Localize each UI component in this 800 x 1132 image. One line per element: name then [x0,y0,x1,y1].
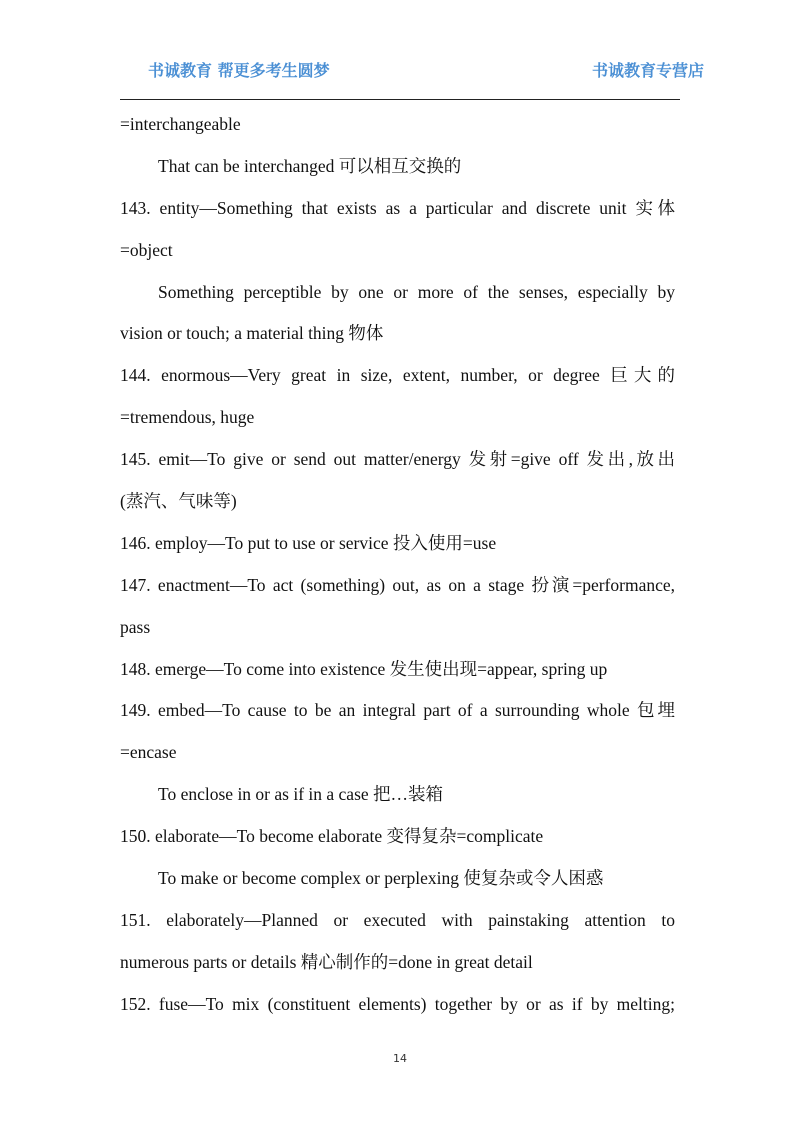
header-left-text: 书诚教育 帮更多考生圆梦 [148,61,330,80]
text-line: To make or become complex or perplexing 使复杂或令人困惑 [158,868,604,889]
text-line: 152. fuse—To mix (constituent elements) together by or as if by melting; [120,993,675,1014]
text-line: That can be interchanged 可以相互交换的 [158,155,462,176]
header-rule [120,99,680,100]
text-line: pass [120,616,151,637]
text-line: =interchangeable [120,114,241,134]
text-line: (蒸汽、气味等) [120,491,237,512]
header-right-text: 书诚教育专营店 [591,61,704,80]
page-number: 14 [393,1052,407,1065]
text-line: =encase [120,742,177,763]
text-line: To enclose in or as if in a case 把…装箱 [158,784,444,805]
text-line: numerous parts or details 精心制作的=done in great detail [120,951,533,972]
text-line: =object [120,239,173,260]
text-line: 149. embed—To cause to be an integral part of a surrounding whole 包埋 [120,700,675,721]
text-line: 151. elaborately—Planned or executed with painstaking attention to [120,909,675,930]
text-line: 148. emerge—To come into existence 发生使出现=appear, spring up [120,658,608,679]
text-line: Something perceptible by one or more of the senses, especially by [158,281,675,302]
text-line: 147. enactment—To act (something) out, as on a stage 扮演=performance, [120,574,675,595]
text-line: 145. emit—To give or send out matter/energy 发射=give off 发出,放出 [120,449,675,470]
document-body [120,106,675,1028]
text-line: vision or touch; a material thing 物体 [120,323,384,344]
text-line: 146. employ—To put to use or service 投入使用=use [120,532,497,553]
text-line: 144. enormous—Very great in size, extent, number, or degree 巨大的 [120,365,675,386]
text-line: =tremendous, huge [120,407,255,428]
text-line: 143. entity—Something that exists as a particular and discrete unit 实体 [120,197,675,218]
text-line: 150. elaborate—To become elaborate 变得复杂=complicate [120,826,544,847]
